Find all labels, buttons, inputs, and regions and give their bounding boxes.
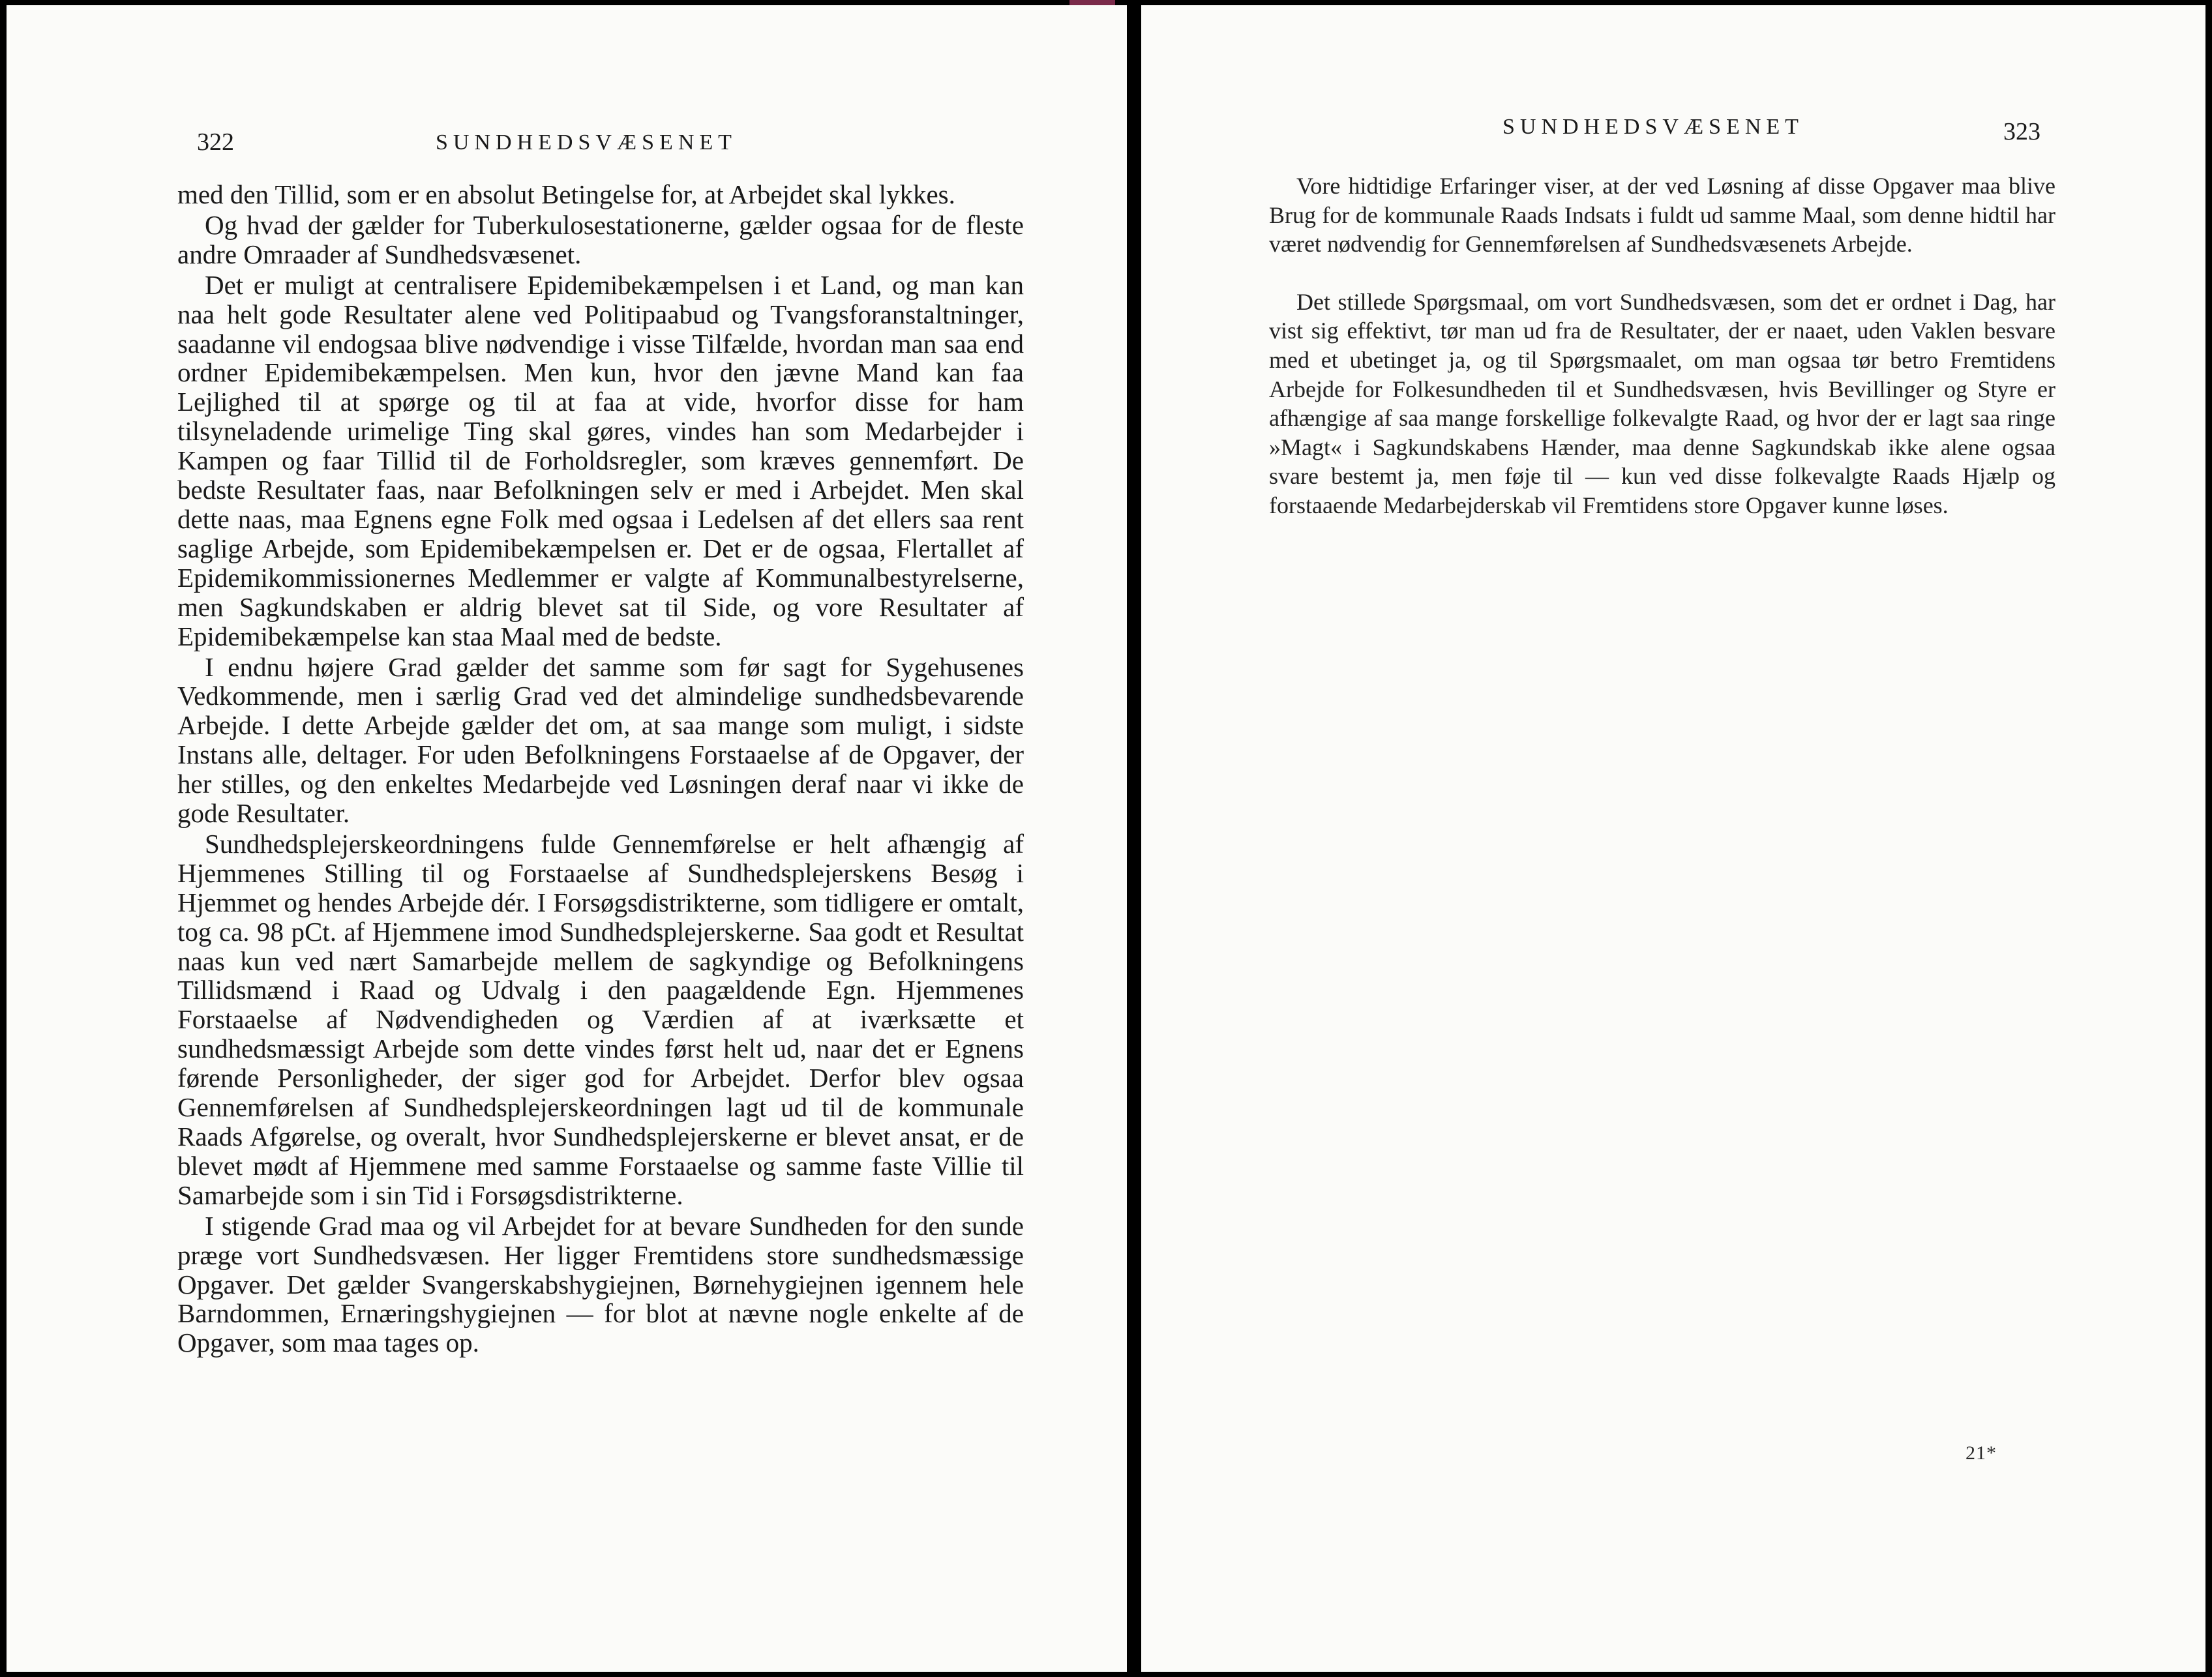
right-page	[1141, 5, 2205, 1672]
body-text	[177, 180, 1024, 1358]
paragraph: Og hvad der gælder for Tuberkulosestationerne, gælder ogsaa for de fleste andre Omraader af Sundhedsvæsenet.	[177, 209, 1024, 269]
running-head: SUNDHEDSVÆSENET	[436, 130, 737, 155]
paragraph: Vore hidtidige Erfaringer viser, at der ved Løsning af disse Opgaver maa blive Brug for de kommunale Raads Indsats i fuldt ud samme Maal, som denne hidtil har været nødvendig for Gennemførelsen af Sundhedsvæsenets Arbejde.	[1269, 173, 2055, 258]
paragraph: Det er muligt at centralisere Epidemibekæmpelsen i et Land, og man kan naa helt gode Resultater alene ved Politipaabud og Tvangsforanstaltninger, saadanne vil endogsaa blive nødvendige i visse Tilfælde, hvordan man saa end ordner Epidemibekæmpelsen. Men kun, hvor den jævne Mand kan faa Lejlighed til at spørge og til at faa at vide, hvorfor disse for ham tilsyneladende urimelige Ting skal gøres, vindes han som Medarbejder i Kampen og faar Tillid til de Forholdsregler, som kræves gennemført. De bedste Resultater faas, naar Befolkningen selv er med i Arbejdet. Men skal dette naas, maa Egnens egne Folk med ogsaa i Ledelsen af det ellers saa rent saglige Arbejde, som Epidemibekæmpelsen er. Det er de ogsaa, Flertallet af Epidemikommissionernes Medlemmer er valgte af Kommunalbestyrelserne, men Sagkundskaben er aldrig blevet sat til Side, og vore Resultater af Epidemibekæmpelse kan staa Maal med de bedste.	[177, 269, 1024, 651]
body-text	[1269, 171, 2055, 520]
left-page	[7, 5, 1127, 1672]
paragraph: med den Tillid, som er en absolut Betingelse for, at Arbejdet skal lykkes.	[177, 179, 955, 209]
page-number: 323	[2003, 118, 2040, 145]
running-head: SUNDHEDSVÆSENET	[1502, 115, 1804, 139]
paragraph: Det stillede Spørgsmaal, om vort Sundhedsvæsen, som det er ordnet i Dag, har vist sig effektivt, tør man ud fra de Resultater, der er naaet, uden Vaklen besvare med et ubetinget ja, og til Spørgsmaalet, om man ogsaa tør betro Fremtidens Arbejde for Folkesundheden til et Sundhedsvæsen, hvis Bevillinger og Styre er afhængige af saa mange forskellige folkevalgte Raad, og hvor der er lagt saa ringe »Magt« i Sagkundskabens Hænder, maa denne Sagkundskab ikke alene ogsaa svare bestemt ja, men føje til — kun ved disse folkevalgte Raads Hjælp og forstaaende Medarbejderskab vil Fremtidens store Opgaver kunne løses.	[1269, 288, 2055, 518]
paragraph: Sundhedsplejerskeordningens fulde Gennemførelse er helt afhængig af Hjemmenes Stilling til og Forstaaelse af Sundhedsplejerskens Besøg i Hjemmet og hendes Arbejde dér. I Forsøgsdistrikterne, som tidligere er omtalt, tog ca. 98 pCt. af Hjemmene imod Sundhedsplejerskerne. Saa godt et Resultat naas kun ved nært Samarbejde mellem de sagkyndige og Befolkningens Tillidsmænd i Raad og Udvalg i den paagældende Egn. Hjemmenes Forstaaelse af Nødvendigheden og Værdien af at iværksætte et sundhedsmæssigt Arbejde som dette vindes først helt ud, naar det er Egnens førende Personligheder, der siger god for Arbejdet. Derfor blev ogsaa Gennemførelsen af Sundhedsplejerskeordningen lagt ud til de kommunale Raads Afgørelse, og overalt, hvor Sundhedsplejerskerne er blevet ansat, er de blevet mødt af Hjemmene med samme Forstaaelse og samme faste Villie til Samarbejde som i sin Tid i Forsøgsdistrikterne.	[177, 828, 1024, 1210]
paragraph: I stigende Grad maa og vil Arbejdet for at bevare Sundheden for den sunde præge vort Sundhedsvæsen. Her ligger Fremtidens store sundhedsmæssige Opgaver. Det gælder Svangerskabshygiejnen, Børnehygiejnen igennem hele Barndommen, Ernæringshygiejnen — for blot at nævne nogle enkelte af de Opgaver, som maa tages op.	[177, 1210, 1024, 1358]
signature-mark: 21*	[1965, 1442, 1997, 1464]
paragraph: I endnu højere Grad gælder det samme som før sagt for Sygehusenes Vedkommende, men i særlig Grad ved det almindelige sundhedsbevarende Arbejde. I dette Arbejde gælder det om, at saa mange som muligt, i sidste Instans alle, deltager. For uden Befolkningens Forstaaelse af de Opgaver, der her stilles, og den enkeltes Medarbejde ved Løsningen deraf naar vi ikke de gode Resultater.	[177, 651, 1024, 829]
page-number: 322	[197, 128, 234, 156]
